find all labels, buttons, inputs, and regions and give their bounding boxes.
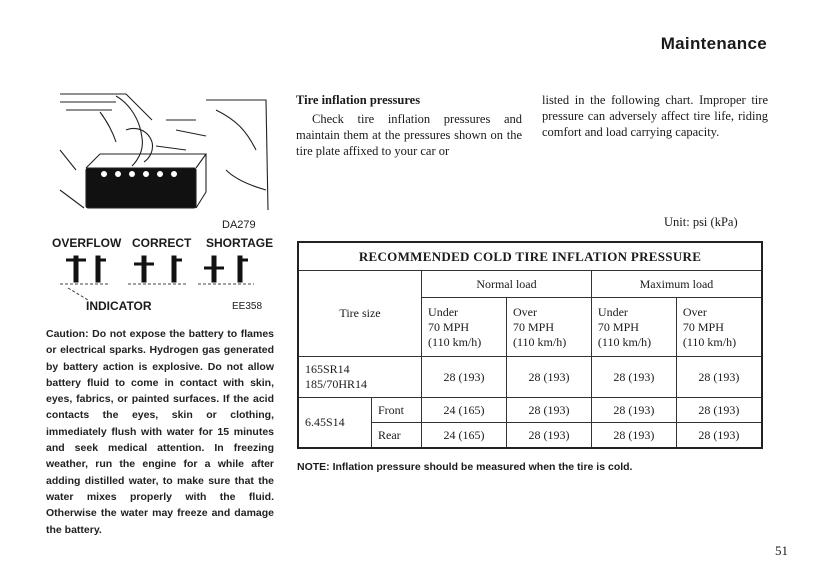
table-row <box>298 357 762 398</box>
section-paragraph-left: Check tire inflation pressures and maintain them at the pressures shown on the tire plate affixed to your car or <box>296 112 522 158</box>
value-cell: 28 (193) <box>591 423 676 449</box>
value-cell: 28 (193) <box>506 357 591 398</box>
unit-label: Unit: psi (kPa) <box>664 215 738 229</box>
caution-text: Do not expose the battery to flames or electrical sparks. Hydrogen gas generated by battery action is explosive. Do not allow battery fluid to come in contact with skin, eyes, fabrics, or painted surfaces. If the acid contacts the eyes, skin or clothing, immediately flush with water for 15 minutes and seek medical attention. In freezing weather, run the engine for a while after adding distilled water, to make sure that the water mixes properly with the fluid. Otherwise the water may freeze and damage the battery. <box>46 328 275 536</box>
value-cell: 28 (193) <box>506 423 591 449</box>
value-cell: 28 (193) <box>591 357 676 398</box>
page-number: 51 <box>775 543 788 558</box>
value-cell: 28 (193) <box>422 357 507 398</box>
value-cell: 28 (193) <box>591 398 676 423</box>
level-overflow-label: OVERFLOW <box>52 236 122 250</box>
speed-header-max-over: Over 70 MPH (110 km/h) <box>676 298 762 357</box>
value-cell: 28 (193) <box>676 423 762 449</box>
tire-size-cell: 6.45S14 <box>298 398 372 449</box>
tire-section-right <box>542 92 768 140</box>
figure-code-top: DA279 <box>222 219 256 231</box>
speed-header-normal-over: Over 70 MPH (110 km/h) <box>506 298 591 357</box>
value-cell: 24 (165) <box>422 423 507 449</box>
fluid-level-diagram <box>58 250 278 302</box>
tire-section-left <box>296 92 522 159</box>
caution-label: Caution: <box>46 328 89 340</box>
position-cell: Rear <box>372 423 422 449</box>
position-cell: Front <box>372 398 422 423</box>
section-paragraph-right: listed in the following chart. Improper tire pressure can adversely affect tire life, riding comfort and load carrying capacity. <box>542 93 768 139</box>
normal-load-header: Normal load <box>422 271 592 298</box>
value-cell: 28 (193) <box>676 357 762 398</box>
level-correct-label: CORRECT <box>132 236 192 250</box>
tire-pressure-table <box>297 241 763 449</box>
tire-size-header: Tire size <box>298 271 422 357</box>
tire-size-cell: 165SR14 185/70HR14 <box>298 357 422 398</box>
note-text: NOTE: Inflation pressure should be measured when the tire is cold. <box>297 461 633 473</box>
figure-code-bottom: EE358 <box>232 301 263 312</box>
maximum-load-header: Maximum load <box>591 271 762 298</box>
section-heading: Tire inflation pressures <box>296 93 421 107</box>
battery-illustration <box>56 90 274 222</box>
level-shortage-label: SHORTAGE <box>206 236 274 250</box>
speed-header-max-under: Under 70 MPH (110 km/h) <box>591 298 676 357</box>
table-title: RECOMMENDED COLD TIRE INFLATION PRESSURE <box>298 242 762 271</box>
value-cell: 28 (193) <box>676 398 762 423</box>
value-cell: 24 (165) <box>422 398 507 423</box>
page-title: Maintenance <box>660 34 767 53</box>
caution-paragraph <box>46 326 274 538</box>
value-cell: 28 (193) <box>506 398 591 423</box>
table-row <box>298 398 762 423</box>
speed-header-normal-under: Under 70 MPH (110 km/h) <box>422 298 507 357</box>
indicator-label: INDICATOR <box>86 299 152 313</box>
